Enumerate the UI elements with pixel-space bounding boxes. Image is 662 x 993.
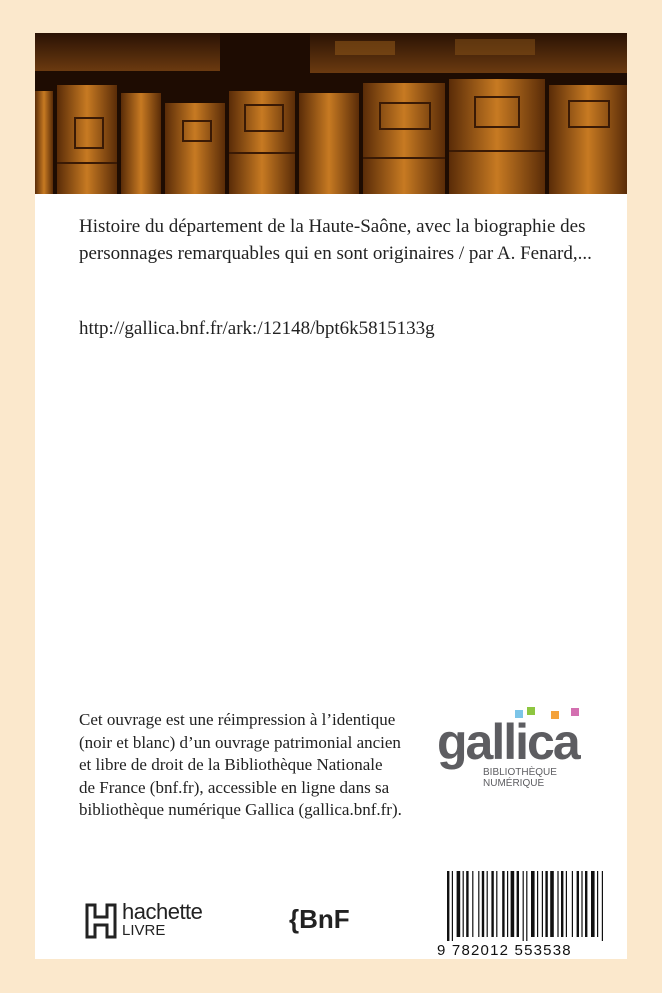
barcode-bar bbox=[557, 871, 558, 937]
book-url[interactable]: http://gallica.bnf.fr/ark:/12148/bpt6k5815133g bbox=[79, 318, 435, 339]
books-banner-image bbox=[35, 33, 627, 194]
gallica-subtitle-line2: NUMÉRIQUE bbox=[483, 778, 545, 789]
barcode-bar bbox=[491, 871, 493, 937]
barcode-bars-icon bbox=[437, 869, 625, 941]
barcode-bar bbox=[466, 871, 468, 937]
barcode-digits: 9 782012 553538 bbox=[437, 942, 572, 959]
barcode-bar bbox=[531, 871, 535, 937]
barcode-bar bbox=[496, 871, 497, 937]
gallica-logo bbox=[437, 710, 587, 790]
gallica-wordmark: gallica bbox=[437, 714, 579, 770]
barcode-bar bbox=[463, 871, 464, 937]
reprint-notice: Cet ouvrage est une réimpression à l’identique (noir et blanc) d’un ouvrage patrimonial ancien et libre de droit de la Bibliothèque Nationale de France (bnf.fr), accessible en ligne dans sa bibliothèque numérique Gallica (gallica.bnf.fr). bbox=[79, 710, 402, 820]
old-books-spines-icon bbox=[35, 33, 627, 194]
barcode-bar bbox=[561, 871, 563, 937]
barcode-bar bbox=[581, 871, 582, 937]
gallica-subtitle bbox=[483, 767, 557, 789]
barcode-bar bbox=[545, 871, 547, 937]
barcode-bar bbox=[537, 871, 538, 937]
isbn-barcode bbox=[435, 869, 627, 959]
barcode-bar bbox=[447, 871, 449, 941]
barcode-bar bbox=[517, 871, 519, 937]
barcode-bar bbox=[472, 871, 473, 937]
barcode-bar bbox=[482, 871, 484, 937]
barcode-bar bbox=[542, 871, 543, 937]
barcode-bar bbox=[550, 871, 554, 937]
barcode-bar bbox=[585, 871, 587, 937]
gallica-subtitle-line1: BIBLIOTHÈQUE bbox=[483, 767, 557, 778]
barcode-bar bbox=[572, 871, 573, 937]
barcode-bar bbox=[597, 871, 598, 937]
barcode-bar bbox=[523, 871, 524, 941]
hachette-h-icon bbox=[85, 903, 117, 939]
hachette-wordmark: hachette bbox=[122, 899, 203, 924]
hachette-subtitle: LIVRE bbox=[122, 922, 166, 939]
barcode-bar bbox=[591, 871, 595, 937]
book-title: Histoire du département de la Haute-Saône, avec la biographie des personnages remarquables qui en sont originaires / par A. Fenard,... bbox=[79, 216, 592, 264]
book-back-cover bbox=[35, 33, 627, 959]
barcode-bar bbox=[602, 871, 603, 941]
bnf-wordmark: {BnF bbox=[289, 904, 350, 934]
hachette-livre-logo bbox=[85, 899, 225, 943]
bnf-logo bbox=[289, 901, 369, 941]
barcode-bar bbox=[566, 871, 567, 937]
barcode-bar bbox=[487, 871, 488, 937]
barcode-bar bbox=[511, 871, 515, 937]
barcode-bar bbox=[507, 871, 508, 937]
barcode-bar bbox=[577, 871, 579, 937]
barcode-bar bbox=[457, 871, 461, 937]
barcode-bar bbox=[478, 871, 479, 937]
barcode-bar bbox=[502, 871, 504, 937]
barcode-bar bbox=[526, 871, 527, 941]
barcode-bar bbox=[452, 871, 453, 941]
